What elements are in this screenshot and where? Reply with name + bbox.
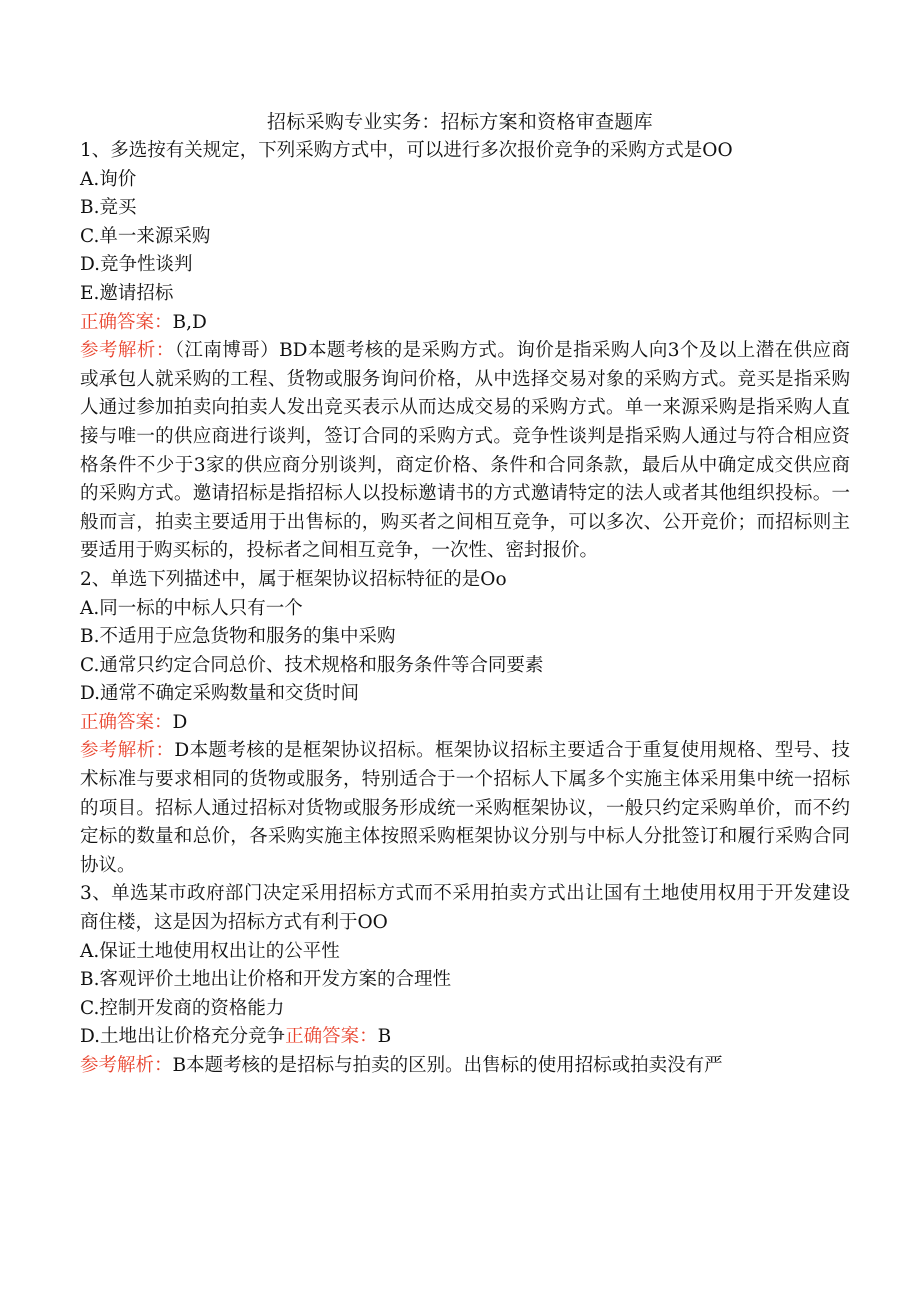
question-stem: 1、多选按有关规定，下列采购方式中，可以进行多次报价竞争的采购方式是OO — [80, 140, 733, 161]
analysis-paragraph — [80, 337, 850, 566]
question-option: E.邀请招标 — [80, 282, 174, 304]
document-body — [80, 137, 850, 1081]
analysis-text: （江南博哥）BD本题考核的是采购方式。询价是指采购人向3个及以上潜在供应商或承包人就采购的工程、货物或服务询问价格，从中选择交易对象的采购方式。竞买是指采购人通过参加拍卖向拍卖人发出竞买表示从而达成交易的采购方式。单一来源采购是指采购人直接与唯一的供应商进行谈判，签订合同的采购方式。竞争性谈判是指采购人通过与符合相应资格条件不少于3家的供应商分别谈判，商定价格、条件和合同条款，最后从中确定成交供应商的采购方式。邀请招标是指招标人以投标邀请书的方式邀请特定的法人或者其他组织投标。一般而言，拍卖主要适用于出售标的，购买者之间相互竞争，可以多次、公开竞价；而招标则主要适用于购买标的，投标者之间相互竞争，一次性、密封报价。 — [80, 340, 850, 562]
analysis-label: 参考解析： — [80, 340, 175, 362]
question-option: C.控制开发商的资格能力 — [80, 997, 285, 1019]
answer-value: D — [172, 711, 188, 733]
question-option: A.保证土地使用权出让的公平性 — [80, 940, 340, 962]
question-option: D.通常不确定采购数量和交货时间 — [80, 683, 360, 705]
answer-line — [80, 1023, 850, 1052]
question-stem: 3、单选某市政府部门决定采用招标方式而不采用拍卖方式出让国有土地使用权用于开发建设商住楼，这是因为招标方式有利于OO — [80, 883, 850, 934]
analysis-paragraph — [80, 737, 850, 880]
analysis-text: D本题考核的是框架协议招标。框架协议招标主要适合于重复使用规格、型号、技术标准与要求相同的货物或服务，特别适合于一个招标人下属多个实施主体采用集中统一招标的项目。招标人通过招标对货物或服务形成统一采购框架协议，一般只约定采购单价，而不约定标的数量和总价，各采购实施主体按照采购框架协议分别与中标人分批签订和履行采购合同协议。 — [80, 740, 850, 876]
analysis-label: 参考解析： — [80, 740, 175, 762]
answer-line — [80, 709, 850, 738]
question-option: D.土地出让价格充分竞争 — [80, 1026, 286, 1048]
question-option: B.竞买 — [80, 197, 137, 219]
analysis-paragraph — [80, 1052, 850, 1081]
document-title: 招标采购专业实务：招标方案和资格审查题库 — [266, 111, 653, 133]
analysis-label: 参考解析： — [80, 1055, 173, 1076]
analysis-text: B本题考核的是招标与拍卖的区别。出售标的使用招标或拍卖没有严 — [172, 1055, 723, 1076]
answer-label: 正确答案： — [80, 311, 173, 333]
answer-value: B,D — [172, 311, 207, 333]
answer-line — [80, 309, 850, 338]
answer-label: 正确答案： — [80, 711, 173, 733]
question-option: A.同一标的中标人只有一个 — [80, 597, 303, 619]
answer-label: 正确答案： — [285, 1026, 378, 1048]
question-option: C.通常只约定合同总价、技术规格和服务条件等合同要素 — [80, 654, 544, 676]
question-option: A.询价 — [80, 168, 137, 190]
question-option: D.竞争性谈判 — [80, 254, 193, 276]
question-option: B.不适用于应急货物和服务的集中采购 — [80, 626, 396, 648]
question-option: C.单一来源采购 — [80, 225, 211, 247]
answer-value: B — [377, 1026, 392, 1048]
question-option: B.客观评价土地出让价格和开发方案的合理性 — [80, 969, 451, 991]
question-stem: 2、单选下列描述中，属于框架协议招标特征的是Oo — [80, 568, 507, 590]
